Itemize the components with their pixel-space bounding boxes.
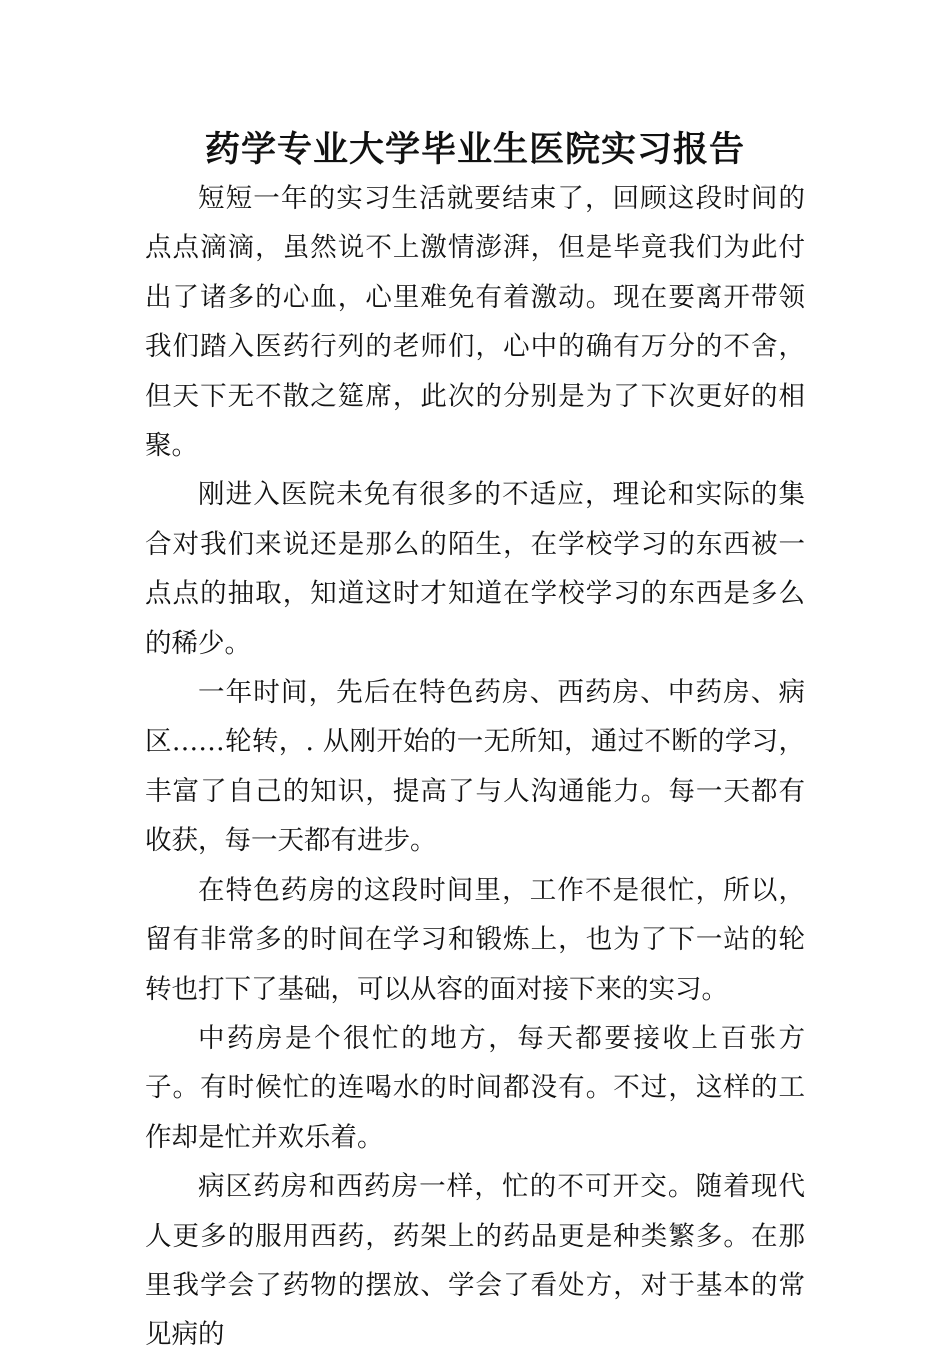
paragraph-5: 中药房是个很忙的地方，每天都要接收上百张方子。有时候忙的连喝水的时间都没有。不过，这样的工作却是忙并欢乐着。 — [145, 1022, 805, 1153]
document-body — [145, 174, 805, 1360]
paragraph-1: 短短一年的实习生活就要结束了，回顾这段时间的点点滴滴，虽然说不上激情澎湃，但是毕竟我们为此付出了诸多的心血，心里难免有着激动。现在要离开带领我们踏入医药行列的老师们，心中的确有万分的不舍，但天下无不散之筵席，此次的分别是为了下次更好的相聚。 — [145, 183, 805, 462]
document-title: 药学专业大学毕业生医院实习报告 — [204, 130, 745, 170]
paragraph-6: 病区药房和西药房一样，忙的不可开交。随着现代人更多的服用西药，药架上的药品更是种类繁多。在那里我学会了药物的摆放、学会了看处方，对于基本的常见病的 — [145, 1171, 805, 1351]
paragraph-2: 刚进入医院未免有很多的不适应，理论和实际的集合对我们来说还是那么的陌生，在学校学习的东西被一点点的抽取，知道这时才知道在学校学习的东西是多么的稀少。 — [145, 479, 805, 659]
paragraph-4: 在特色药房的这段时间里，工作不是很忙，所以，留有非常多的时间在学习和锻炼上，也为了下一站的轮转也打下了基础，可以从容的面对接下来的实习。 — [145, 874, 805, 1005]
paragraph-3: 一年时间，先后在特色药房、西药房、中药房、病区……轮转，. 从刚开始的一无所知，通过不断的学习，丰富了自己的知识，提高了与人沟通能力。每一天都有收获，每一天都有进步。 — [145, 677, 805, 857]
